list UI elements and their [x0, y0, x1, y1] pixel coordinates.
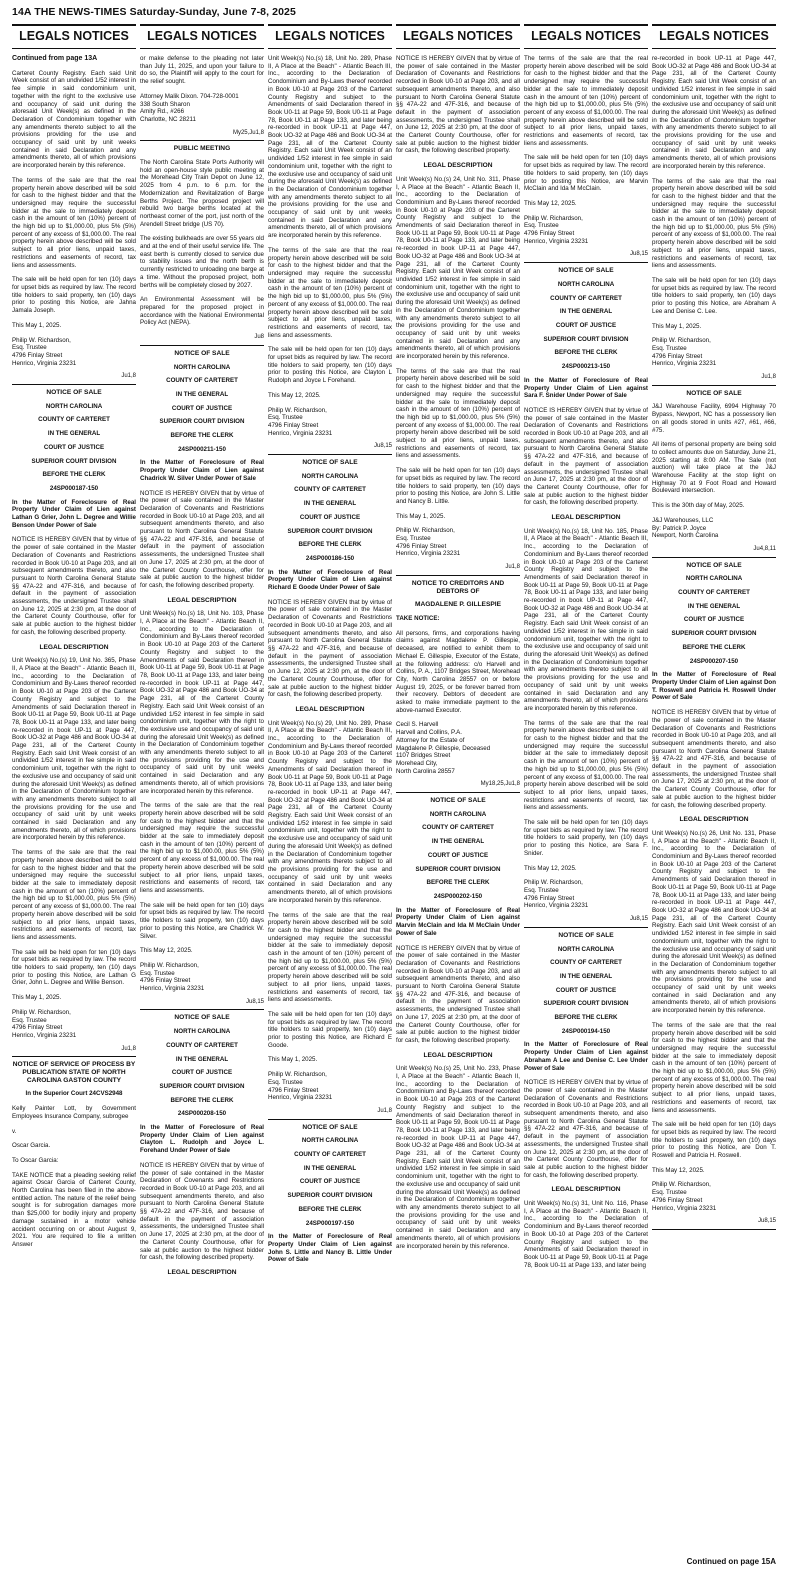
signature-line: Henrico, Virginia 23231 [12, 1031, 77, 1039]
paragraph: The sale will be held open for ten (10) days for upset bids as required by law. The record title holders to said property, ten (10) days prior to posting this Notice, are John S. Little and Nancy B. Little. [396, 467, 520, 505]
signature-block [268, 407, 392, 438]
court-caption [268, 473, 392, 563]
signature-line: Cecil S. Harvell [396, 721, 439, 729]
paragraph: NOTICE IS HEREBY GIVEN that by virtue of the power of sale contained in the Master Declaration of Covenants and Restrictions recorded in Book U0-10 at Page 203, and all subsequent amendments thereto, and also pursuant to North Carolina General Statute §§ 47A-22 and 47F-316, and because of default in the payment of association assessments, the undersigned Trustee shall on June 17, 2025 at 2:30 pm, at the door of the Carteret County Courthouse, offer for sale at public auction to the highest bidder for cash, the following described property. [524, 406, 648, 507]
paragraph: NOTICE IS HEREBY GIVEN that by virtue of the power of sale contained in the Master Declaration of Covenants and Restrictions recorded in Book U0-10 at Page 203, and all subsequent amendments thereto, and also pursuant to North Carolina General Statute §§ 47A-22 and 47F-316, and because of default in the payment of association assessments, the undersigned Trustee shall on June 12, 2025 at 2:30 pm, at the door of the Carteret County Courthouse, offer for sale at public auction to the highest bidder for cash, the following described property. [268, 598, 392, 699]
caption-line: IN THE GENERAL [687, 602, 741, 610]
case-number: 24SP000194-150 [561, 1027, 611, 1035]
notice-heading: NOTICE OF SALE [174, 1014, 230, 1022]
notice-heading: NOTICE OF SERVICE OF PROCESS BY PUBLICATION STATE OF NORTH CAROLINA GASTON COUNTY [12, 1061, 136, 1084]
paragraph: The terms of the sale are that the real property herein above described will be sold for cash to the highest bidder and that the undersigned may require the successful bidder at the sale to immediately deposit cash in the amount of ten (10%) percent of the high bid up to $1,000.00, plus 5% (5%) percent of any excess of $1,000.00. The real property herein above described will be sold subject to all prior liens, unpaid taxes, restrictions and easements of record, tax liens and assessments. [268, 246, 392, 339]
legal-columns [12, 24, 780, 1574]
signature-line: Henrico, Virginia 23231 [524, 237, 589, 245]
notice-date: This May 1, 2025. [396, 512, 446, 520]
caption-line: SUPERIOR COURT DIVISION [415, 865, 501, 873]
legal-description-heading: LEGAL DESCRIPTION [167, 1269, 237, 1276]
paragraph: TAKE NOTICE that a pleading seeking relief against Oscar Garcia of Carteret County, North Carolina has been filed in the above-entitled action. The nature of the relief being sought is for subrogation damages more than $25,000 for bodily injury and property damage sustained in a motor vehicle accident occurring on or about August 9, 2021. You are required to file a written Answer [12, 1171, 136, 1248]
paragraph: NOTICE IS HEREBY GIVEN that by virtue of the power of sale contained in the Master Declaration of Covenants and Restrictions recorded in Book U0-10 at Page 203, and all subsequent amendments thereto, and also pursuant to North Carolina General Statute §§ 47A-22 and 47F-316, and because of default in the payment of association assessments, the undersigned Trustee shall on June 17, 2025 at 2:30 pm, at the door of the Carteret County Courthouse, offer for sale at public auction to the highest bidder for cash, the following described property. [140, 489, 264, 589]
matter-title: In the Matter of Foreclosure of Real Property Under Claim of Lien against Lathan G Grier, John L. Degree and Willie Benson Under Power of Sale [12, 498, 136, 529]
signature-line: Newport, North Carolina [652, 532, 719, 540]
paragraph: Unit Week(s) No.(s) 19, Unit No. 365, Phase II, A Place at the Beach" - Atlantic Beach III, Inc., according to the Declaration of Condominium and By-Laws thereof recorded in Book U0-10 at Page 203 of the Carteret County Registry and subject to the Amendments of said Declaration thereof in Book U0-11 at Page 59, Book U0-11 at Page 78, Book U0-11 at Page 133, and later being re-recorded in book UP-11 at Page 447, Book UO-32 at Page 486 and Book UO-34 at Page 231, all of the Carteret County Registry. Each said Unit Week consist of an undivided 1/52 interest in fee simple in said condominium unit, together with the right to the exclusive use and occupancy of said unit during the aforesaid Unit Week(s) as defined in the Declaration of Condominium together with any amendments thereto subject to all the provisions providing for the use and occupancy of said unit by unit weeks contained in said Declaration and any amendments thereto, all of which provisions are incorporated herein by this reference. [12, 657, 136, 842]
case-number: 24SP000197-150 [305, 1219, 355, 1227]
caption-line: BEFORE THE CLERK [554, 349, 618, 357]
paragraph: The terms of the sale are that the real property herein above described will be sold for cash to the highest bidder and that the undersigned may require the successful bidder at the sale to immediately deposit cash in the amount of ten (10%) percent of the high bid up to $1,000.00, plus 5% (5%) percent of any excess of $1,000.00. The real property herein above described will be sold subject to all prior liens, unpaid taxes, restrictions and easements of record, tax liens and assessments. [524, 55, 648, 147]
caption-line: COURT OF JUSTICE [427, 851, 489, 859]
signature-line: Esq. Trustee [268, 414, 303, 422]
legal-description-heading: LEGAL DESCRIPTION [39, 643, 109, 651]
signature-block [268, 1071, 392, 1102]
paragraph: Oscar Garcia. [12, 1142, 51, 1150]
legal-description-heading: LEGAL DESCRIPTION [295, 705, 365, 713]
caption-line: NORTH CAROLINA [557, 280, 615, 288]
caption-line: COURT OF JUSTICE [299, 1178, 361, 1186]
signature-line: Philip W. Richardson, [268, 1071, 327, 1079]
paragraph: This is the 30th day of May, 2025. [652, 502, 745, 510]
paragraph: The sale will be held open for ten (10) days for upset bids as required by law. The record title holders to said property, ten (10) days prior to posting this Notice, are Richard E Goode. [268, 1010, 392, 1049]
notice-date: This May 1, 2025. [12, 321, 62, 329]
paragraph: The terms of the sale are that the real property herein above described will be sold for cash to the highest bidder and that the undersigned may require the successful bidder at the sale to immediately deposit cash in the amount of ten (10%) percent of the high bid up to $1,000.00, plus 5% (5%) percent of any excess of $1,000.00. The real property herein above described will be sold subject to all prior liens, unpaid taxes, restrictions and easements of record, tax liens and assessments. [12, 849, 136, 941]
caption-line: COUNTY OF CARTERET [38, 416, 110, 424]
caption-line: BEFORE THE CLERK [426, 879, 490, 887]
paragraph: The sale will be held open for ten (10) days for upset bids as required by law. The record title holders to said property, ten (10) days prior to posting this Notice, are Sara F. Snider. [524, 819, 648, 857]
column-2 [140, 24, 264, 1574]
notice-heading: NOTICE TO CREDITORS AND DEBTORS OF [411, 579, 505, 595]
column-6 [652, 24, 776, 1574]
legal-description-heading: LEGAL DESCRIPTION [679, 816, 749, 824]
signature-line: Philip W. Richardson, [396, 527, 455, 535]
court-caption [524, 281, 648, 371]
paragraph: v. [12, 1127, 17, 1135]
paragraph: The existing bulkheads are over 55 years old and at the end of their useful service life. The east berth is currently closed to service due to stability issues and the north berth is currently restricted to unloading one barge at a time. Without the proposed project, both berths will be completely closed by 2027. [140, 235, 264, 289]
caption-line: COURT OF JUSTICE [171, 404, 233, 412]
paragraph: To Oscar Garcia: [12, 1156, 59, 1164]
case-number: 24SP000202-150 [433, 892, 483, 900]
signature-block [12, 337, 136, 368]
signature-line: Esq. Trustee [140, 969, 175, 977]
paragraph: The terms of the sale are that the real property herein above described will be sold for cash to the highest bidder and that the undersigned may require the successful bidder at the sale to immediately deposit cash in the amount of ten (10%) percent of the high bid up to $1,000.00, plus 5% (5%) percent of any excess of $1,000.00. The real property herein above described will be sold subject to all prior liens, unpaid taxes, restrictions and easements of record, tax liens and assessments. [12, 176, 136, 269]
case-number: 24SP000207-150 [689, 657, 739, 665]
signature-block [12, 1009, 136, 1040]
caption-line: COUNTY OF CARTERET [422, 824, 494, 832]
notice-date: This May 1, 2025. [268, 1056, 318, 1064]
publication-ref: Ju1,8 [396, 564, 520, 576]
paragraph: or make defense to the pleading not later than July 11, 2025, and upon your failure to do so, the Plaintiff will apply to the court for the relief sought. [140, 55, 264, 86]
signature-line: Henrico, Virginia 23231 [396, 550, 461, 558]
court-caption [652, 575, 776, 665]
notice-date: This May 1, 2025. [12, 994, 62, 1002]
notice-date: This May 12, 2025. [268, 391, 321, 399]
notice-heading: NOTICE OF SALE [558, 267, 614, 275]
paragraph: The terms of the sale are that the real property herein above described will be sold for cash to the highest bidder and that the undersigned may require the successful bidder at the sale to immediately deposit cash in the amount of ten (10%) percent of the high bid up to $1,000.00, plus 5% (5%) percent of any excess of $1,000.00. The real property herein above described will be sold subject to all prior liens, unpaid taxes, restrictions and easements of record, tax liens and assessments. [652, 1021, 776, 1114]
signature-line: Magdalene P. Gillespie, Deceased [396, 744, 491, 752]
caption-line: BEFORE THE CLERK [298, 1205, 362, 1213]
column-header: LEGALS NOTICES [652, 24, 776, 49]
paragraph: The terms of the sale are that the real property herein above described will be sold for cash to the highest bidder and that the undersigned may require the successful bidder at the sale to immediately deposit cash in the amount of ten (10%) percent of the high bid up to $1,000.00, plus 5% (5%) percent of any excess of $1,000.00. The real property herein above described will be sold subject to all prior liens, unpaid taxes, restrictions and easements of record, tax liens and assessments. [396, 367, 520, 460]
signature-block [396, 721, 520, 775]
case-number: 24SP000208-150 [177, 1110, 227, 1118]
signature-line: Esq. Trustee [652, 1189, 687, 1197]
paragraph: Unit Week(s) No.(s) 18, Unit No. 289, Phase II, A Place at the Beach" - Atlantic Beach III, Inc., according to the Declaration of Condominium and By-Laws thereof recorded in Book U0-10 at Page 203 of the Carteret County Registry and subject to the Amendments of said Declaration thereof in Book U0-11 at Page 59, Book U0-11 at Page 78, Book U0-11 at Page 133, and later being re-recorded in book UP-11 at Page 447, Book UO-32 at Page 486 and Book UO-34 at Page 231, all of the Carteret County Registry. Each said Unit Week consist of an undivided 1/52 interest in fee simple in said condominium unit, together with the right to the exclusive use and occupancy of said unit during the aforesaid Unit Week(s) as defined in the Declaration of Condominium together with any amendments thereto subject to all the provisions providing for the use and occupancy of said unit by unit weeks contained in said Declaration and any amendments thereto, all of which provisions are incorporated herein by this reference. [268, 55, 392, 240]
signature-line: Philip W. Richardson, [140, 961, 199, 969]
case-number: 24SP000211-150 [178, 445, 226, 453]
caption-line: IN THE GENERAL [175, 390, 229, 398]
publication-ref: Ju1,8 [268, 1108, 392, 1120]
paragraph: NOTICE IS HEREBY GIVEN that by virtue of the power of sale contained in the Master Declaration of Covenants and Restrictions recorded in Book U0-10 at Page 203, and all subsequent amendments thereto, and also pursuant to North Carolina General Statute §§ 47A-22 and 47F-316, and because of default in the payment of association assessments, the undersigned Trustee shall on June 12, 2025 at 2:30 pm, at the door of the Carteret County Courthouse, offer for sale at public auction to the highest bidder for cash, the following described property. [12, 536, 136, 636]
signature-block [652, 1181, 776, 1212]
publication-ref: Ju8,15 [652, 1218, 776, 1230]
publication-ref: Ju1,8 [652, 374, 776, 386]
paragraph: All persons, firms, and corporations having claims against Magdalene P. Gillespie, deceased, are notified to exhibit them to Michael E. Gillespie, Executor of the Estate, at the following address: c/o Harvell and Collins, P. A., 1107 Bridges Street, Morehead City, North Carolina 28557 on or before August 19, 2025, or be forever barred from their recovery. Debtors of decedent are asked to make immediate payment to the above-named Executor. [396, 629, 520, 714]
continued-from: Continued from page 13A [12, 55, 98, 62]
paragraph: Unit Week(s) No.(s) 31, Unit No. 116, Phase I, A Place at the Beach" - Atlantic Beach II, Inc., according to the Declaration of Condominium and By-Laws thereof recorded in Book U0-10 at Page 203 of the Carteret County Registry and subject to the Amendments of said Declaration thereof in Book U0-11 at Page 59, Book U0-11 at Page 78, Book U0-11 at Page 133, and later being [524, 1200, 648, 1269]
caption-line: NORTH CAROLINA [301, 1137, 359, 1145]
publication-ref: Ju8,15 [268, 443, 392, 455]
paragraph: The sale will be held open for ten (10) days for upset bids as required by law. The record title holders to said property, ten (10) days prior to posting this Notice, are Clayton L Rudolph and Joyce L Forehand. [268, 346, 392, 385]
caption-line: COUNTY OF CARTERET [294, 486, 366, 494]
signature-line: Henrico, Virginia 23231 [140, 985, 205, 993]
paragraph: The sale will be held open for ten (10) days for upset bids as required by law. The record title holders to said property, ten (10) days prior to posting this Notice, are Chadrick W. Silver. [140, 901, 264, 940]
caption-line: IN THE GENERAL [175, 1055, 229, 1063]
paragraph: Unit Week(s) No.(s) 18, Unit No. 103, Phase I, A Place at the Beach" - Atlantic Beach II, Inc., according to the Declaration of Condominium and By-Laws thereof recorded in Book U0-10 at Page 203 of the Carteret County Registry and subject to the Amendments of said Declaration thereof in Book U0-11 at Page 59, Book U0-11 at Page 78, Book U0-11 at Page 133, and later being re-recorded in book UP-11 at Page 447, Book UO-32 at Page 486 and Book UO-34 at Page 231, all of the Carteret County Registry. Each said Unit Week consist of an undivided 1/52 interest in fee simple in said condominium unit, together with the right to the exclusive use and occupancy of said unit during the aforesaid Unit Week(s) as defined in the Declaration of Condominium together with any amendments thereto subject to all the provisions providing for the use and occupancy of said unit by unit weeks contained in said Declaration and any amendments thereto, all of which provisions are incorporated herein by this reference. [140, 610, 264, 795]
signature-block [524, 879, 648, 910]
continued-on: Continued on page 15A [686, 1557, 776, 1566]
signature-line: Attorney Malik Dixon. 704-728-0001 [140, 92, 239, 100]
caption-line: IN THE GENERAL [431, 838, 485, 846]
court-caption [140, 364, 264, 454]
signature-line: 1107 Bridges Street [396, 752, 451, 760]
case-number: 24SP000186-150 [305, 554, 355, 562]
signature-line: Philip W. Richardson, [12, 336, 71, 344]
paragraph: The terms of the sale are that the real property herein above described will be sold for cash to the highest bidder and that the undersigned may require the successful bidder at the sale to immediately deposit cash in the amount of ten (10%) percent of the high bid up to $1,000.00, plus 5% (5%) percent of any excess of $1,000.00. The real property herein above described will be sold subject to all prior liens, unpaid taxes, restrictions and easements of record, tax liens and assessments. [268, 911, 392, 1004]
paragraph: J&J Warehouse Facility, 6994 Highway 70 Bypass, Newport, NC has a possessory lien on all goods stored in units #27, #61, #66, #75. [652, 403, 776, 434]
signature-line: Henrico, Virginia 23231 [268, 1094, 333, 1102]
signature-line: North Carolina 28557 [396, 767, 455, 775]
column-5 [524, 24, 648, 1574]
matter-title: In the Matter of Foreclosure of Real Property Under Claim of Lien against Clayton L. Rudolph and Joyce L. Forehand Under Power of Sale [140, 1124, 264, 1155]
publication-ref: Ju1,8 [12, 373, 136, 385]
paragraph: NOTICE IS HEREBY GIVEN that by virtue of the power of sale contained in the Master Declaration of Covenants and Restrictions recorded in Book U0-10 at Page 203, and all subsequent amendments thereto, and also pursuant to North Carolina General Statute §§ 47A-22 and 47F-316, and because of default in the payment of association assessments, the undersigned Trustee shall on June 17, 2025 at 2:30 pm, at the door of the Carteret County Courthouse, offer for sale at public auction to the highest bidder for cash, the following described property. [396, 944, 520, 1044]
caption-line: SUPERIOR COURT DIVISION [31, 457, 117, 465]
paragraph: Unit Week(s) No.(s) 25, Unit No. 233, Phase I, A Place at the Beach" - Atlantic Beach II, Inc., according to the Declaration of Condominium and By-Laws thereof recorded in Book U0-10 at Page 203 of the Carteret County Registry and subject to the Amendments of said Declaration thereof in Book U0-11 at Page 59, Book U0-11 at Page 78, Book U0-11 at Page 133, and later being re-recorded in book UP-11 at Page 447, Book UO-32 at Page 486 and Book UO-34 at Page 231, all of the Carteret County Registry. Each said Unit Week consist of an undivided 1/52 interest in fee simple in said condominium unit, together with the right to the exclusive use and occupancy of said unit during the aforesaid Unit Week(s) as defined in the Declaration of Condominium together with any amendments thereto subject to all the provisions providing for the use and occupancy of said unit by unit weeks contained in said Declaration and any amendments thereto, all of which provisions are incorporated herein by this reference. [396, 1065, 520, 1250]
signature-line: Esq. Trustee [524, 222, 559, 230]
column-header: LEGALS NOTICES [140, 24, 264, 49]
legal-description-heading: LEGAL DESCRIPTION [423, 1051, 493, 1059]
signature-line: Morehead City, [396, 759, 438, 767]
caption-line: NORTH CAROLINA [173, 1028, 231, 1036]
legal-description-heading: LEGAL DESCRIPTION [551, 514, 621, 522]
signature-block [396, 527, 520, 558]
paragraph: NOTICE IS HEREBY GIVEN that by virtue of the power of sale contained in the Master Declaration of Covenants and Restrictions recorded in Book U0-10 at Page 203, and all subsequent amendments thereto, and also pursuant to North Carolina General Statute §§ 47A-22 and 47F-316, and because of default in the payment of association assessments, the undersigned Trustee shall on June 12, 2025 at 2:30 pm, at the door of the Carteret County Courthouse, offer for sale at public auction to the highest bidder for cash, the following described property. [396, 55, 520, 155]
caption-line: NORTH CAROLINA [45, 402, 103, 410]
matter-title: In the Matter of Foreclosure of Real Property Under Claim of Lien against Marvin McClain and Ida M McClain Under Power of Sale [396, 906, 520, 937]
caption-line: BEFORE THE CLERK [42, 471, 106, 479]
legal-description-heading: LEGAL DESCRIPTION [423, 162, 493, 170]
caption-line: COUNTY OF CARTERET [550, 959, 622, 967]
caption-line: COURT OF JUSTICE [555, 321, 617, 329]
caption-line: SUPERIOR COURT DIVISION [543, 335, 629, 343]
signature-line: Henrico, Virginia 23231 [524, 902, 589, 910]
paragraph: NOTICE IS HEREBY GIVEN that by virtue of the power of sale contained in the Master Declaration of Covenants and Restrictions recorded in Book U0-10 at Page 203, and all subsequent amendments thereto, and also pursuant to North Carolina General Statute §§ 47A-22 and 47F-316, and because of default in the payment of association assessments, the undersigned Trustee shall on June 17, 2025 at 2:30 pm, at the door of the Carteret County Courthouse, offer for sale at public auction to the highest bidder for cash, the following described property. [652, 709, 776, 809]
signature-block [652, 337, 776, 368]
signature-line: 4796 Finlay Street [652, 1196, 703, 1204]
column-3 [268, 24, 392, 1574]
paragraph: The sale will be held open for ten (10) days for upset bids as required by law. The record title holders to said property, ten (10) days prior to posting this Notice, are Lathan G Grier, John L. Degree and Willie Benson. [12, 948, 136, 987]
signature-line: Amity Rd., #266 [140, 108, 185, 116]
signature-line: Philip W. Richardson, [12, 1008, 71, 1016]
signature-line: 4796 Finlay Street [652, 352, 703, 360]
matter-title: In the Matter of Foreclosure of Real Property Under Claim of Lien against Sara F. Snider Under Power of Sale [524, 376, 648, 400]
publication-ref: Ju8,15 [524, 251, 648, 263]
notice-date: This May 12, 2025. [140, 947, 193, 955]
caption-line: IN THE GENERAL [47, 430, 101, 438]
caption-line: COUNTY OF CARTERET [166, 1041, 238, 1049]
signature-line: 4796 Finlay Street [524, 894, 575, 902]
signature-line: 4796 Finlay Street [268, 421, 319, 429]
paragraph: All items of personal property are being sold to collect amounts due on Saturday, June 21, 2025 starting at 8:00 AM. The Sale (not auction) will take place at the J&J Warehouse Facility at the stop light on Highway 70 at 9 Foot Road and Howard Boulevard intersection. [652, 441, 776, 495]
page-masthead: 14A THE NEWS-TIMES Saturday-Sunday, June 7-8, 2025 [12, 6, 296, 18]
matter-title: In the Matter of Foreclosure of Real Property Under Claim of Lien against John S. Little and Nancy B. Little Under Power of Sale [268, 1233, 392, 1264]
caption-line: COURT OF JUSTICE [683, 616, 745, 624]
matter-title: In the Matter of Foreclosure of Real Property Under Claim of Lien against Richard E Goode Under Power of Sale [268, 568, 392, 592]
notice-date: This May 12, 2025. [524, 199, 577, 207]
signature-line: Henrico, Virginia 23231 [12, 359, 77, 367]
signature-line: Esq. Trustee [268, 1078, 303, 1086]
notice-heading: NOTICE OF SALE [174, 349, 230, 357]
publication-ref: Ju4,8,11 [652, 546, 776, 558]
signature-line: 4796 Finlay Street [12, 1024, 63, 1032]
caption-line: BEFORE THE CLERK [554, 1014, 618, 1022]
court-caption: In the Superior Court 24CVS2948 [25, 1090, 123, 1098]
caption-line: COURT OF JUSTICE [299, 513, 361, 521]
caption-line: IN THE GENERAL [303, 1164, 357, 1172]
notice-date: This May 1, 2025. [652, 322, 702, 330]
caption-line: BEFORE THE CLERK [682, 643, 746, 651]
paragraph: Carteret County Registry. Each said Unit Week consist of an undivided 1/52 interest in fee simple in said condominium unit, together with the right to the exclusive use and occupancy of said unit during the aforesaid Unit Week(s) as defined in the Declaration of Condominium together with any amendments thereto subject to all the provisions providing for the use and occupancy of said unit by unit weeks contained in said Declaration and any amendments thereto, all of which provisions are incorporated herein by this reference. [12, 69, 136, 170]
paragraph: Unit Week(s) No.(s) 18, Unit No. 185, Phase II, A Place at the Beach" - Atlantic Beach III, Inc., according to the Declaration of Condominium and By-Laws thereof recorded in Book U0-10 at Page 203 of the Carteret County Registry and subject to the Amendments of said Declaration thereof in Book U0-11 at Page 59, Book U0-11 at Page 78, Book U0-11 at Page 133, and later being re-recorded in book UP-11 at Page 447, Book UO-32 at Page 486 and Book UO-34 at Page 231, all of the Carteret County Registry. Each said Unit Week consist of an undivided 1/52 interest in fee simple in said condominium unit, together with the right to the exclusive use and occupancy of said unit during the aforesaid Unit Week(s) as defined in the Declaration of Condominium together with any amendments thereto subject to all the provisions providing for the use and occupancy of said unit by unit weeks contained in said Declaration and any amendments thereto, all of which provisions are incorporated herein by this reference. [524, 527, 648, 712]
notice-heading: PUBLIC MEETING [173, 145, 231, 153]
paragraph: Kelly Painter Lott, by Government Employees Insurance Company, subrogee [12, 1105, 136, 1120]
caption-line: NORTH CAROLINA [429, 810, 487, 818]
signature-block [524, 215, 648, 246]
caption-line: COUNTY OF CARTERET [166, 377, 238, 385]
caption-line: SUPERIOR COURT DIVISION [671, 630, 757, 638]
caption-line: BEFORE THE CLERK [170, 432, 234, 440]
caption-line: SUPERIOR COURT DIVISION [159, 1082, 245, 1090]
signature-line: Esq. Trustee [12, 344, 47, 352]
signature-line: Philip W. Richardson, [652, 1181, 711, 1189]
caption-line: NORTH CAROLINA [685, 575, 743, 583]
caption-line: BEFORE THE CLERK [170, 1096, 234, 1104]
signature-line: 4796 Finlay Street [524, 230, 575, 238]
caption-line: COUNTY OF CARTERET [550, 294, 622, 302]
caption-line: IN THE GENERAL [559, 308, 613, 316]
publication-ref: My18,25,Ju1,8 [396, 781, 520, 793]
paragraph: re-recorded in book UP-11 at Page 447, Book UO-32 at Page 486 and Book UO-34 at Page 231, all of the Carteret County Registry. Each said Unit Week consist of an undivided 1/52 interest in fee simple in said condominium unit, together with the right to the exclusive use and occupancy of said unit during the aforesaid Unit Week(s) as defined in the Declaration of Condominium together with any amendments thereto subject to all the provisions providing for the use and occupancy of said unit by unit weeks contained in said Declaration and any amendments thereto, all of which provisions are incorporated herein by this reference. [652, 55, 776, 170]
case-number: 24SP000213-150 [561, 363, 611, 371]
signature-block [140, 962, 264, 993]
caption-line: COURT OF JUSTICE [171, 1069, 233, 1077]
paragraph: The terms of the sale are that the real property herein above described will be sold for cash to the highest bidder and that the undersigned may require the successful bidder at the sale to immediately deposit cash in the amount of ten (10%) percent of the high bid up to $1,000.00, plus 5% (5%) percent of any excess of $1,000.00. The real property herein above described will be sold subject to all prior liens, unpaid taxes, restrictions and easements of record, tax liens and assessments. [524, 719, 648, 812]
paragraph: The sale will be held open for ten (10) days for upset bids as required by law. The record title holders to said property, ten (10) days prior to posting this Notice, are Don T. Roswell and Patricia H. Roswell. [652, 1121, 776, 1160]
paragraph: The sale will be held open for ten (10) days for upset bids as required by law. The record title holders to said property, ten (10) days prior to posting this Notice, are Abraham A Lee and Denise C. Lee. [652, 276, 776, 315]
signature-line: Harvell and Collins, P.A. [396, 729, 462, 737]
signature-line: 4796 Finlay Street [268, 1086, 319, 1094]
column-header: LEGALS NOTICES [396, 24, 520, 49]
signature-block [140, 93, 264, 124]
signature-line: 4796 Finlay Street [140, 977, 191, 985]
caption-line: SUPERIOR COURT DIVISION [543, 1000, 629, 1008]
court-caption [12, 403, 136, 493]
column-1 [12, 24, 136, 1574]
notice-heading: NOTICE OF SALE [302, 1123, 358, 1131]
signature-line: 4796 Finlay Street [396, 542, 447, 550]
notice-date: This May 12, 2025. [524, 864, 577, 872]
publication-ref: Ju8,15 [524, 916, 648, 928]
column-4 [396, 24, 520, 1574]
notice-heading: NOTICE OF SALE [558, 931, 614, 939]
caption-line: NORTH CAROLINA [557, 945, 615, 953]
notice-date: This May 12, 2025. [652, 1166, 705, 1174]
signature-line: Esq. Trustee [12, 1016, 47, 1024]
publication-ref: Ju1,8 [12, 1046, 136, 1058]
paragraph: The sale will be held open for ten (10) days for upset bids as required by law. The record title holders to said property, ten (10) days prior to posting this Notice, are Marvin McClain and Ida M McClain. [524, 154, 648, 193]
signature-line: Henrico, Virginia 23231 [652, 1204, 717, 1212]
legal-description-heading: LEGAL DESCRIPTION [551, 1186, 621, 1194]
matter-title: In the Matter of Foreclosure of Real Property Under Claim of Lien against Abraham A Lee and Denise C. Lee Under Power of Sale [524, 1041, 648, 1072]
caption-line: SUPERIOR COURT DIVISION [287, 1192, 373, 1200]
caption-line: IN THE GENERAL [559, 972, 613, 980]
paragraph: An Environmental Assessment will be prepared for the proposed project in accordance with the National Environmental Policy Act (NEPA). [140, 296, 264, 327]
case-number: 24SP000187-150 [49, 484, 99, 492]
paragraph: Unit Week(s) No.(s) 26, Unit No. 131, Phase I, A Place at the Beach" - Atlantic Beach II, Inc., according to the Declaration of Condominium and By-Laws thereof recorded in Book U0-10 at Page 203 of the Carteret County Registry and subject to the Amendments of said Declaration thereof in Book U0-11 at Page 59, Book U0-11 at Page 78, Book U0-11 at Page 133, and later being re-recorded in book UP-11 at Page 447, Book UO-32 at Page 486 and Book UO-34 at Page 231, all of the Carteret County Registry. Each said Unit Week consist of an undivided 1/52 interest in fee simple in said condominium unit, together with the right to the exclusive use and occupancy of said unit during the aforesaid Unit Week(s) as defined in the Declaration of Condominium together with any amendments thereto subject to all the provisions providing for the use and occupancy of said unit by unit weeks contained in said Declaration and any amendments thereto, all of which provisions are incorporated herein by this reference. [652, 829, 776, 1015]
caption-line: IN THE GENERAL [303, 500, 357, 508]
paragraph: The sale will be held open for ten (10) days for upset bids as required by law. The record title holders to said property, ten (10) days prior to posting this Notice, are Jahna Jamala Joseph. [12, 276, 136, 315]
court-caption [140, 1028, 264, 1118]
paragraph: Unit Week(s) No.(s) 29, Unit No. 289, Phase II, A Place at the Beach" - Atlantic Beach III, Inc., according to the Declaration of Condominium and By-Laws thereof recorded in Book U0-10 at Page 203 of the Carteret County Registry and subject to the Amendments of said Declaration thereof in Book U0-11 at Page 59, Book U0-11 at Page 78, Book U0-11 at Page 133, and later being re-recorded in book UP-11 at Page 447, Book UO-32 at Page 486 and Book UO-34 at Page 231, all of the Carteret County Registry. Each said Unit Week consist of an undivided 1/52 interest in fee simple in said condominium unit, together with the right to the exclusive use and occupancy of said unit during the aforesaid Unit Week(s) as defined in the Declaration of Condominium together with any amendments thereto subject to all the provisions providing for the use and occupancy of said unit by unit weeks contained in said Declaration and any amendments thereto, all of which provisions are incorporated herein by this reference. [268, 719, 392, 904]
notice-heading: NOTICE OF SALE [430, 797, 486, 805]
legal-description-heading: LEGAL DESCRIPTION [167, 596, 237, 604]
matter-title: In the Matter of Foreclosure of Real Property Under Claim of Lien against Don T. Roswell and Patricia H. Roswell Under Power of Sale [652, 671, 776, 702]
signature-line: J&J Warehouses, LLC [652, 516, 714, 524]
take-notice: TAKE NOTICE: [396, 615, 440, 622]
caption-line: COUNTY OF CARTERET [678, 589, 750, 597]
paragraph: NOTICE IS HEREBY GIVEN that by virtue of the power of sale contained in the Master Declaration of Covenants and Restrictions recorded in Book U0-10 at Page 203, and all subsequent amendments thereto, and also pursuant to North Carolina General Statute §§ 47A-22 and 47F-316, and because of default in the payment of association assessments, the undersigned Trustee shall on June 12, 2025 at 2:30 pm, at the door of the Carteret County Courthouse, offer for sale at public auction to the highest bidder for cash, the following described property. [524, 1079, 648, 1179]
signature-line: Esq. Trustee [396, 535, 431, 543]
caption-line: SUPERIOR COURT DIVISION [159, 418, 245, 426]
court-caption [268, 1137, 392, 1227]
signature-line: Esq. Trustee [524, 886, 559, 894]
publication-ref: My25,Ju1,8 [140, 130, 264, 142]
signature-line: Charlotte, NC 28211 [140, 115, 196, 123]
caption-line: COURT OF JUSTICE [555, 986, 617, 994]
signature-line: Philip W. Richardson, [652, 337, 711, 345]
court-caption [524, 946, 648, 1036]
notice-heading: NOTICE OF SALE [686, 389, 742, 397]
caption-line: SUPERIOR COURT DIVISION [287, 527, 373, 535]
signature-line: 4796 Finlay Street [12, 351, 63, 359]
signature-line: Attorney for the Estate of [396, 736, 465, 744]
signature-line: Philip W. Richardson, [524, 214, 583, 222]
column-header: LEGALS NOTICES [524, 24, 648, 49]
caption-line: COURT OF JUSTICE [43, 443, 105, 451]
caption-line: NORTH CAROLINA [301, 472, 359, 480]
signature-line: Esq. Trustee [652, 344, 687, 352]
caption-line: NORTH CAROLINA [173, 363, 231, 371]
notice-heading: NOTICE OF SALE [686, 561, 742, 569]
signature-line: Henrico, Virginia 23231 [268, 429, 333, 437]
signature-line: Henrico, Virginia 23231 [652, 360, 717, 368]
notice-heading: NOTICE OF SALE [302, 459, 358, 467]
paragraph: The terms of the sale are that the real property herein above described will be sold for cash to the highest bidder and that the undersigned may require the successful bidder at the sale to immediately deposit cash in the amount of ten (10%) percent of the high bid up to $1,000.00, plus 5% (5%) percent of any excess of $1,000.00. The real property herein above described will be sold subject to all prior liens, unpaid taxes, restrictions and easements of record, tax liens and assessments. [652, 177, 776, 270]
column-header: LEGALS NOTICES [268, 24, 392, 49]
paragraph: The North Carolina State Ports Authority will hold an open-house style public meeting at the Morehead City Train Depot on June 12, 2025 from 4 p.m. to 6 p.m. for the Modernization and Revitalization of Barge Berths Project. The proposed project will rebuild two barge berths located at the northeast corner of the port, just north of the Arendell Street bridge (US 70). [140, 159, 264, 228]
publication-ref: Ju8,15 [140, 999, 264, 1011]
signature-block [652, 517, 776, 540]
signature-line: Philip W. Richardson, [268, 406, 327, 414]
paragraph: Unit Week(s) No.(s) 24, Unit No. 311, Phase I, A Place at the Beach" - Atlantic Beach II, Inc., according to the Declaration of Condominium and By-Laws thereof recorded in Book U0-10 at Page 203 of the Carteret County Registry and subject to the Amendments of said Declaration thereof in Book U0-11 at Page 59, Book U0-11 at Page 78, Book U0-11 at Page 133, and later being re-recorded in book UP-11 at Page 447, Book UO-32 at Page 486 and Book UO-34 at Page 231, all of the Carteret County Registry. Each said Unit Week consist of an undivided 1/52 interest in fee simple in said condominium unit, together with the right to the exclusive use and occupancy of said unit during the aforesaid Unit Week(s) as defined in the Declaration of Condominium together with any amendments thereto subject to all the provisions providing for the use and occupancy of said unit by unit weeks contained in said Declaration and any amendments thereto, all of which provisions are incorporated herein by this reference. [396, 175, 520, 361]
signature-line: 338 South Sharon [140, 100, 190, 108]
paragraph: The terms of the sale are that the real property herein above described will be sold for cash to the highest bidder and that the undersigned may require the successful bidder at the sale to immediately deposit cash in the amount of ten (10%) percent of the high bid up to $1,000.00, plus 5% (5%) percent of any excess of $1,000.00. The real property herein above described will be sold subject to all prior liens, unpaid taxes, restrictions and easements of record, tax liens and assessments. [140, 802, 264, 894]
decedent-name: MAGDALENE P. GILLESPIE [415, 601, 501, 609]
publication-ref: Ju8 [140, 334, 264, 346]
signature-line: By: Patrick P. Joyce [652, 524, 707, 532]
caption-line: BEFORE THE CLERK [298, 541, 362, 549]
matter-title: In the Matter of Foreclosure of Real Property Under Claim of Lien against Chadrick W. Silver Under Power of Sale [140, 459, 264, 482]
signature-line: Philip W. Richardson, [524, 879, 583, 887]
court-caption [396, 811, 520, 901]
column-header: LEGALS NOTICES [12, 24, 136, 49]
paragraph: NOTICE IS HEREBY GIVEN that by virtue of the power of sale contained in the Master Declaration of Covenants and Restrictions recorded in Book U0-10 at Page 203, and all subsequent amendments thereto, and also pursuant to North Carolina General Statute §§ 47A-22 and 47F-316, and because of default in the payment of association assessments, the undersigned Trustee shall on June 17, 2025 at 2:30 pm, at the door of the Carteret County Courthouse, offer for sale at public auction to the highest bidder for cash, the following described property. [140, 1161, 264, 1262]
caption-line: COUNTY OF CARTERET [294, 1151, 366, 1159]
notice-heading: NOTICE OF SALE [46, 389, 102, 397]
